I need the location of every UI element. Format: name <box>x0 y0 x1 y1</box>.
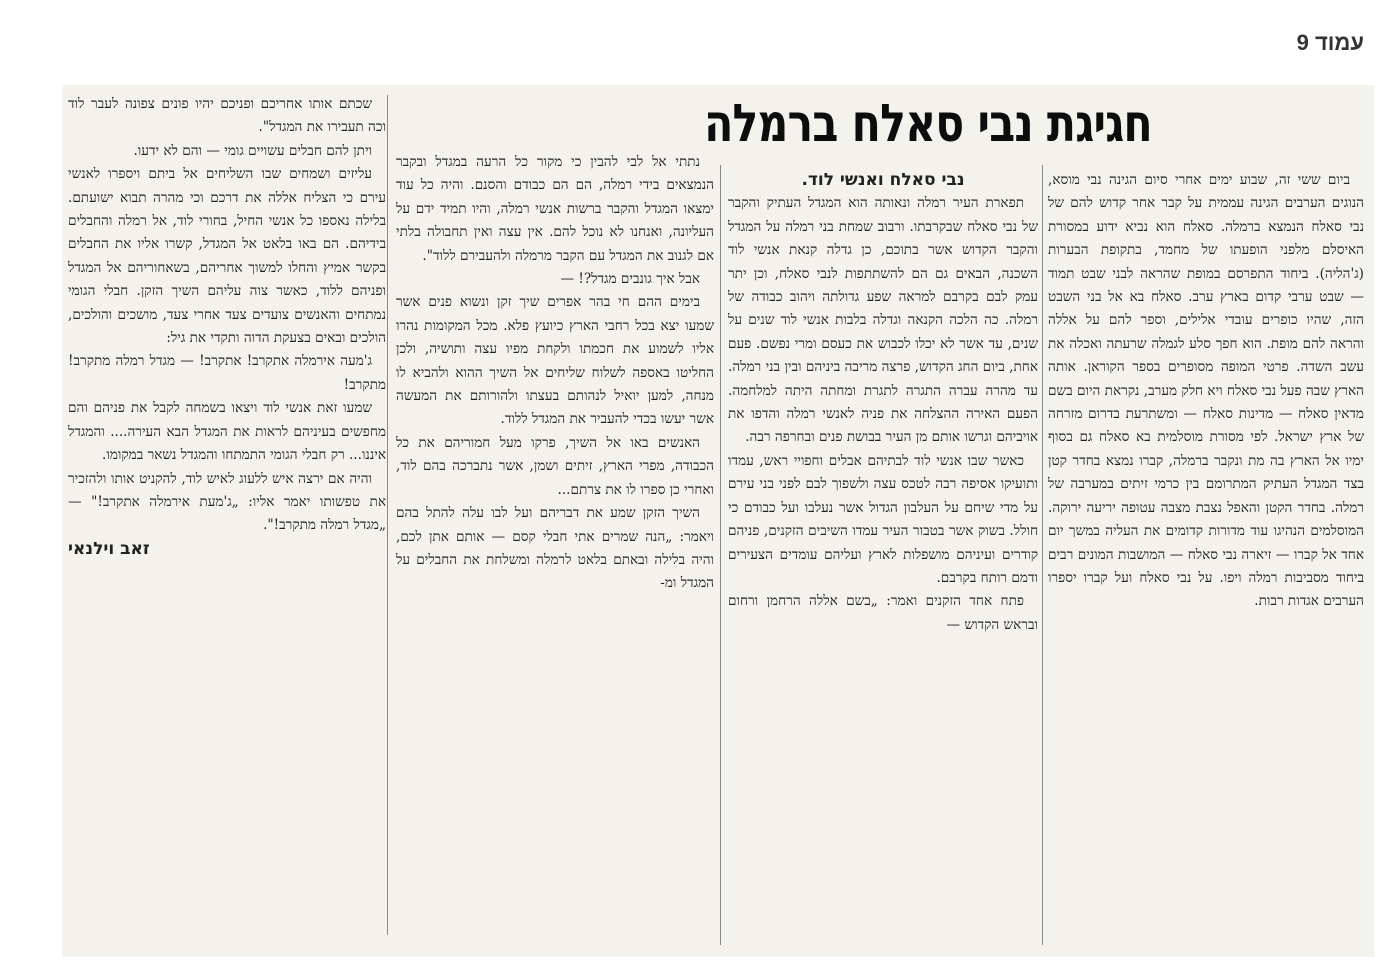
paragraph: האנשים באו אל השיך, פרקו מעל חמוריהם את כל הכבודה, מפרי הארץ, זיתים ושמן, אשר נתברכה בהם לוד, ואחרי כן ספרו לו את צרתם... <box>396 434 714 498</box>
paragraph: פתח אחד הזקנים ואמר: „בשם אללה הרחמן ורחום ובראש הקדוש — <box>728 593 1038 633</box>
column-divider <box>720 165 721 945</box>
newspaper-clipping <box>62 85 1374 957</box>
article-column-4 <box>68 93 386 951</box>
paragraph: שכתם אותו אחריכם ופניכם יהיו פונים צפונה לעבר לוד וכה תעבירו את המגדל". <box>68 96 386 136</box>
paragraph: נתתי אל לבי להבין כי מקור כל הרעה במגדל ובקבר הנמצאים בידי רמלה, הם הם כבודם והסנם. והיה כל עוד ימצאו המגדל והקבר ברשות אנשי רמלה, והיו תמיד ידם על העליונה, ואנחנו לא נוכל להם. אין עצה ואין תחבולה בלתי אם לגנוב את המגדל עם הקבר מרמלה ולהעבירם ללוד". <box>396 154 714 264</box>
paragraph: עליזים ושמחים שבו השליחים אל ביתם ויספרו לאנשי עירם כי הצליח אללה את דרכם וכי מהרה תבוא ישועתם. בלילה נאספו כל אנשי החיל, בחורי לוד, אל רמלה והחבלים בידיהם. הם באו בלאט אל המגדל, קשרו אליו את החבלים בקשר אמיץ והחלו למשוך אחריהם, בשאחוריהם אל המגדל ופניהם ללוד, כאשר צוה עליהם השיך הזקן. חבלי הגומי נמתחים והאנשים צועדים צעד אחרי צעד, מושכים והולכים, הולכים ובאים בצעקת הדוה ותקדי את גיל: <box>68 166 386 347</box>
article-column-2 <box>728 169 1038 949</box>
page-number-label: עמוד 9 <box>1296 30 1364 55</box>
paragraph: ג'מעה אירמלה אתקרב! אתקרב! — מגדל רמלה מתקרב! מתקרב! <box>68 353 386 393</box>
article-headline: חגיגת נבי סאלח ברמלה <box>704 94 1152 154</box>
paragraph: ויתן להם חבלים עשויים גומי — והם לא ידעו. <box>133 142 372 159</box>
paragraph: בימים ההם חי בהר אפרים שיך זקן ונשוא פנים אשר שמעו יצא בכל רחבי הארץ כיועץ פלא. מכל המקומות נהרו אליו לשמוע את חכמתו ולקחת מפיו עצה ותושיה, ולכן החליטו באספה לשלוח שליחים אל השיך ההוא ולהביא לו מנחה, למען יואיל לנהותם בעצתו ולהורותם את המעשה אשר יעשו בכדי להעביר את המגדל ללוד. <box>396 294 714 428</box>
column-divider <box>387 95 388 935</box>
author-signature: זאב וילנאי <box>68 538 150 559</box>
paragraph: והיה אם ירצה איש ללעוג לאיש לוד, להקניט אותו ולהזכיר את טפשותו יאמר אליו: „ג'מעת אירמלה אתקרב!" — „מגדל רמלה מתקרב!". <box>68 470 386 534</box>
paragraph: ביום ששי זה, שבוע ימים אחרי סיום הגינה נבי מוסא, הנוגים הערבים הגינה עממית על קבר אחר קדוש להם של נבי סאלח הנמצא ברמלה. סאלח הוא נביא ידוע במסורת האיסלם מלפני הופעתו של מחמד, בתקופת הבערות (ג'הליה). ביחוד התפרסם במופת שהראה לבני שבט תמוד — שבט ערבי קדום בארץ ערב. סאלח בא אל בני השבט הזה, שהיו כופרים עובדי אלילים, וספר להם על אללה והראה להם מופת. הוא חפך סלע לגמלה שרעתה ואכלה את עשב השדה. פרטי המופה מסופרים בספר הקוראן. אותה הארץ שבה פעל נבי סאלח ויא חלק מערב, נקראת היום בשם מדאין סאלח — מדינות סאלח — ומשתרעת בדרום מזרחה של ארץ ישראל. לפי מסורת מוסלמית בא סאלח גם בסוף ימיו אל הארץ בה מת ונקבר ברמלה, קברו נמצא בחדר קטן בצד המגדל העתיק המתרומם בין כרמי זיתים במערבה של רמלה. בחדר הקטן והאפל נצבת מצבה עטופה יריעה ירוקה. המוסלמים הנהיגו עוד מדורות קדומים את העליה במשך יום אחד אל קברו — זיארה נבי סאלח — המושבות המונים רבים ביחוד מסביבות רמלה ויפו. על נבי סאלח ועל קברו יספרו הערבים אגדות רבות. <box>1048 172 1364 610</box>
article-column-3 <box>396 151 714 951</box>
article-column-1 <box>1048 169 1364 949</box>
paragraph: כאשר שבו אנשי לוד לבתיהם אבלים וחפויי ראש, עמדו ותועיקו אסיפה רבה לטכס עצה ולשפוך לבם לפני בני עירם על מדי שיחם על העלבון הגדול אשר נעלבו ועל כבודם כי חולל. בשוק אשר בטבור העיר עמדו השיבים הזקנים, פניהם קודרים ועיניהם מושפלות לארץ ועליהם עומדים הצעירים ודמם רותח בקרבם. <box>728 452 1038 586</box>
paragraph: תפארת העיר רמלה ונאותה הוא המגדל העתיק והקבר של נבי סאלח שבקרבתו. ורבוב שמחת בני רמלה על המגדל והקבר הקדוש אשר בתוכם, כן גדלה קנאת אנשי לוד השכנה, הבאים גם הם להשתתפות לנבי סאלח, וכן יתר עמק לבם בקרבם למראה שפע גדולתה ויהוב כבודה של רמלה. כה הלכה הקנאה וגדלה בלבות אנשי לוד שנים על שנים, עד אשר לא יכלו לכבוש את כעסם ומרי נפשם. פעם אחת, ביום החג הקדוש, פרצה מריבה ביניהם ובין בני רמלה. עד מהרה עברה התגרה לתגרת ומחתה היתה למלחמה. הפעם האירה ההצלחה את פניה לאנשי רמלה והדפו את אויביהם וגרשו אותם מן העיר בבושת פנים ובחרפה רבה. <box>728 195 1038 446</box>
section-subheading: נבי סאלח ואנשי לוד. <box>801 170 965 190</box>
column-divider <box>1042 165 1043 945</box>
paragraph: אבל איך גונבים מגדל?! — <box>560 271 700 288</box>
paragraph: שמעו זאת אנשי לוד ויצאו בשמחה לקבל את פניהם והם מחפשים בעיניהם לראות את המגדל הבא העירה.... והמגדל איננו... רק חבלי הגומי התמתחו והמגדל נשאר במקומו. <box>68 400 386 464</box>
paragraph: השיך הזקן שמע את דבריהם ועל לבו עלה להתל בהם ויאמר: „הנה שמרים אתי חבלי קסם — אותם אתן לכם, והיה בלילה ובאתם בלאט לרמלה ומשלחת את החבלים על המגדל ומ- <box>396 505 714 592</box>
